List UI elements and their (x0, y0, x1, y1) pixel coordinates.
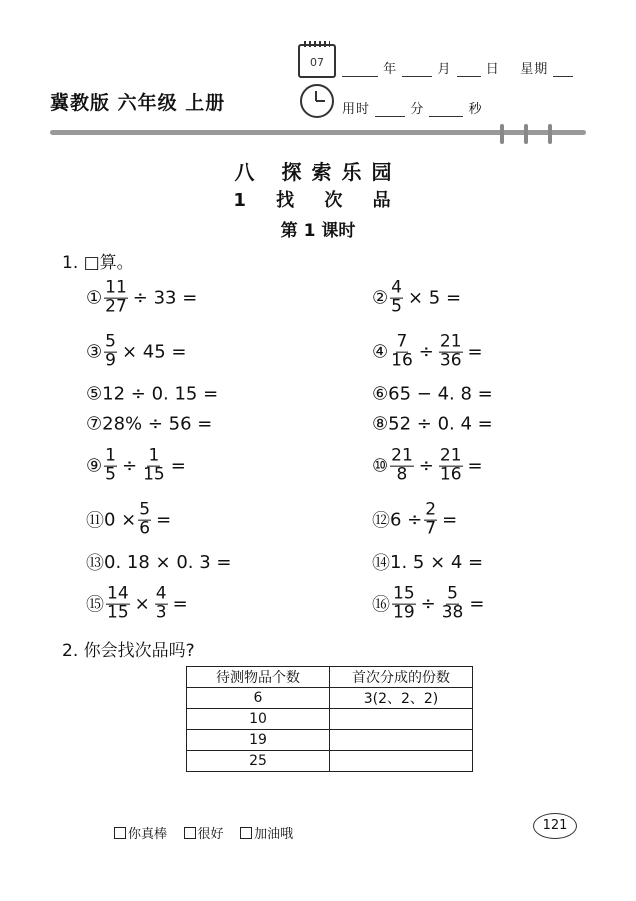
question-2-label: 2. 你会找次品吗? (62, 641, 195, 661)
item-number: ⑬ (86, 553, 104, 574)
denominator: 5 (105, 464, 116, 485)
fraction (390, 331, 414, 371)
divider-tick (500, 124, 504, 144)
expression-suffix: = (156, 509, 172, 531)
date-line: 年 月 日 星期 (342, 58, 573, 77)
table-row (187, 730, 473, 751)
numerator: 15 (393, 583, 415, 604)
fraction (104, 445, 117, 485)
denominator: 5 (391, 296, 402, 317)
item-number: ② (372, 287, 389, 309)
expression-prefix: 0 × (104, 509, 137, 531)
fraction (104, 277, 128, 317)
operator: ÷ (420, 593, 436, 615)
expression-suffix: = (172, 593, 188, 615)
item-number: ⑨ (86, 455, 103, 477)
period-title: 第 1 课时 (280, 221, 356, 241)
expression-text: 0. 18 × 0. 3 = (104, 551, 232, 573)
table-row (187, 688, 473, 709)
fraction (424, 499, 437, 539)
denominator: 36 (439, 350, 462, 371)
expression-suffix: × 45 = (121, 341, 187, 363)
denominator: 15 (107, 602, 129, 623)
numerator: 5 (139, 499, 151, 520)
expression-suffix: × 5 = (407, 287, 462, 309)
fraction (392, 583, 416, 623)
numerator: 1 (105, 445, 116, 466)
item-number: ③ (86, 341, 103, 363)
divider-tick (524, 124, 528, 144)
fraction (439, 331, 463, 371)
denominator: 7 (425, 518, 437, 539)
calculation-item (86, 331, 189, 371)
table-cell: 25 (187, 751, 330, 772)
calculation-item (86, 384, 218, 405)
operator: ÷ (418, 455, 434, 477)
book-title: 冀教版 六年级 上册 (50, 92, 226, 114)
rating-options (114, 823, 293, 842)
item-number: ⑪ (86, 511, 104, 532)
item-number: ⑧ (372, 413, 389, 435)
item-number: ⑭ (372, 553, 390, 574)
denominator: 16 (391, 350, 413, 371)
answer-cell[interactable] (330, 730, 473, 751)
expression-text: 12 ÷ 0. 15 = (102, 383, 219, 405)
denominator: 8 (396, 464, 408, 485)
numerator: 2 (425, 499, 437, 520)
operator: ÷ (121, 455, 138, 477)
expression-suffix: = (467, 341, 483, 363)
numerator: 21 (439, 331, 462, 352)
calculation-item (86, 277, 200, 317)
calculation-item (372, 445, 486, 485)
fraction (106, 583, 130, 623)
calculation-item (86, 445, 189, 485)
divider-tick (548, 124, 552, 144)
numerator: 11 (105, 277, 127, 298)
item-number: ⑯ (372, 595, 390, 616)
calculation-item (86, 549, 231, 575)
table-header-row (187, 667, 473, 688)
calculation-item (372, 549, 483, 575)
clock-icon (300, 84, 334, 118)
answer-cell[interactable] (330, 751, 473, 772)
numerator: 7 (396, 331, 408, 352)
calculation-item (372, 384, 493, 405)
answer-cell[interactable] (330, 709, 473, 730)
calculation-item (372, 277, 464, 317)
item-number: ⑦ (86, 413, 103, 435)
numerator: 5 (105, 331, 116, 352)
table-cell: 3(2、2、2) (330, 688, 473, 709)
fraction (138, 499, 151, 539)
denominator: 9 (105, 350, 116, 371)
denominator: 6 (139, 518, 151, 539)
checkbox-icon[interactable] (114, 827, 126, 839)
fraction (104, 331, 117, 371)
numerator: 1 (148, 445, 160, 466)
fraction (390, 445, 414, 485)
calendar-number: 07 (310, 56, 324, 69)
time-line: 用时 分 秒 (342, 102, 483, 117)
item-number: ⑮ (86, 595, 104, 616)
denominator: 3 (155, 602, 167, 623)
table-row (187, 751, 473, 772)
expression-text: 65 − 4. 8 = (388, 383, 493, 405)
question-1-label: 1. □算。 (62, 253, 134, 273)
calendar-icon (298, 44, 336, 78)
expression-text: 52 ÷ 0. 4 = (388, 413, 493, 435)
fraction (390, 277, 403, 317)
item-number: ⑩ (372, 455, 389, 477)
checkbox-icon[interactable] (240, 827, 252, 839)
page-number: 121 (533, 813, 577, 839)
expression-suffix: = (467, 455, 483, 477)
fraction (155, 583, 168, 623)
expression-suffix: ÷ 33 = (132, 287, 198, 309)
operator: × (134, 593, 150, 615)
table-cell: 6 (187, 688, 330, 709)
table-header-cell: 首次分成的份数 (330, 667, 473, 688)
denominator: 38 (441, 602, 464, 623)
numerator: 14 (107, 583, 129, 604)
calculation-item (372, 414, 493, 435)
numerator: 21 (439, 445, 462, 466)
item-number: ① (86, 287, 103, 309)
numerator: 5 (447, 583, 458, 604)
answer-table (186, 666, 473, 772)
calculation-item (86, 499, 174, 539)
table-cell: 10 (187, 709, 330, 730)
numerator: 4 (391, 277, 402, 298)
rating-option[interactable]: 你真棒 (114, 827, 167, 842)
expression-suffix: = (442, 509, 458, 531)
denominator: 16 (439, 464, 462, 485)
operator: ÷ (418, 341, 434, 363)
calculation-item (372, 499, 460, 539)
unit-title: 八 探索乐园 (234, 160, 402, 184)
lesson-title: 1 找 次 品 (233, 190, 403, 211)
fraction (441, 583, 465, 623)
fraction (439, 445, 463, 485)
expression-text: 1. 5 × 4 = (390, 551, 484, 573)
calculation-item (86, 414, 212, 435)
numerator: 21 (391, 445, 413, 466)
item-number: ④ (372, 341, 389, 363)
expression-suffix: = (170, 455, 186, 477)
rating-option[interactable]: 很好 (184, 827, 224, 842)
expression-prefix: 6 ÷ (390, 509, 423, 531)
calculation-item (372, 331, 486, 371)
item-number: ⑤ (86, 383, 103, 405)
item-number: ⑥ (372, 383, 389, 405)
numerator: 4 (155, 583, 167, 604)
table-row (187, 709, 473, 730)
table-header-cell: 待测物品个数 (187, 667, 330, 688)
table-cell: 19 (187, 730, 330, 751)
denominator: 27 (105, 296, 127, 317)
denominator: 15 (143, 464, 165, 485)
checkbox-icon[interactable] (184, 827, 196, 839)
fraction (142, 445, 166, 485)
item-number: ⑫ (372, 511, 390, 532)
calculation-item (86, 583, 191, 623)
calculation-item (372, 583, 487, 623)
rating-option[interactable]: 加油哦 (240, 827, 293, 842)
header-divider (50, 130, 586, 135)
expression-text: 28% ÷ 56 = (102, 413, 213, 435)
denominator: 19 (393, 602, 415, 623)
expression-suffix: = (469, 593, 485, 615)
